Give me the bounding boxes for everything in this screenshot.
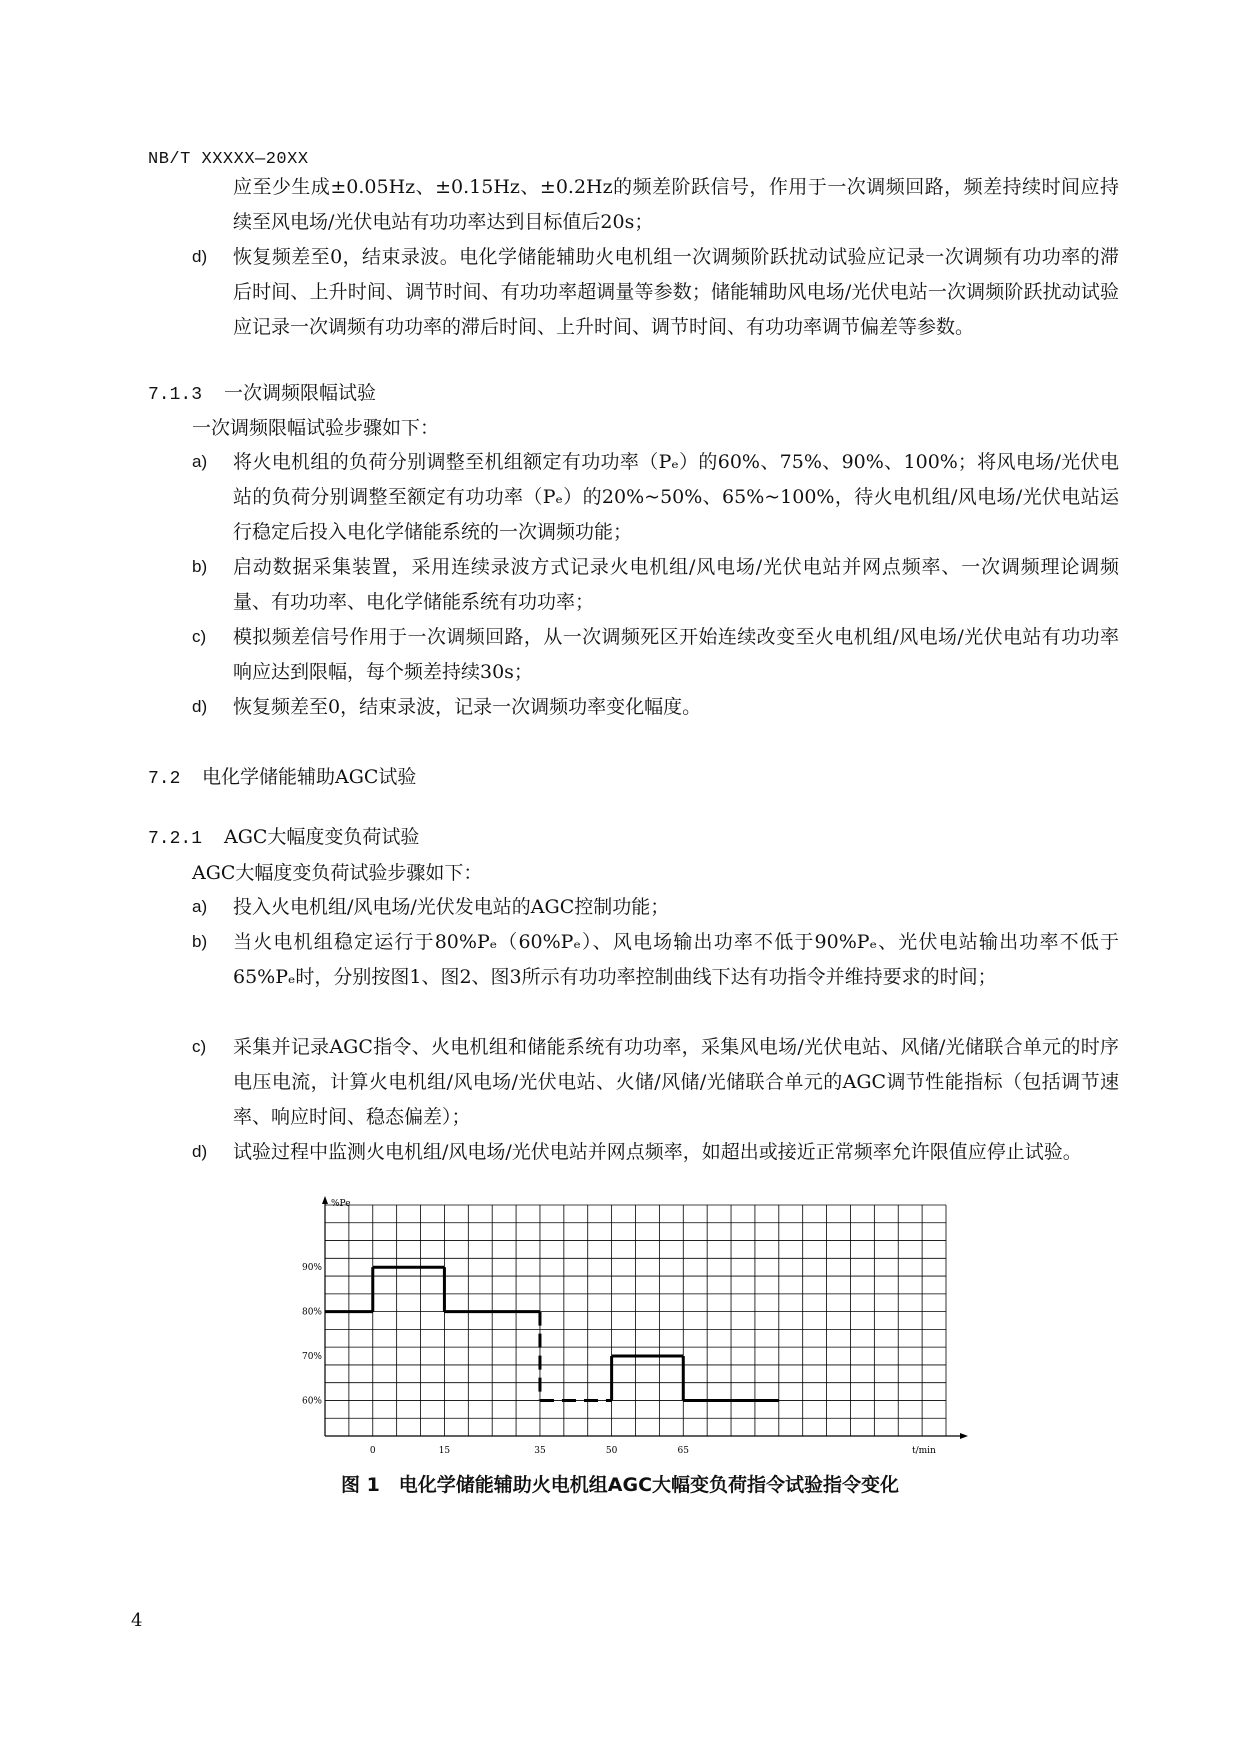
y-axis-arrow-icon bbox=[322, 1196, 328, 1204]
section-intro: AGC大幅度变负荷试验步骤如下： bbox=[192, 862, 483, 884]
list-item-label: a) bbox=[192, 897, 208, 916]
section-title: 电化学储能辅助AGC试验 bbox=[202, 766, 417, 788]
list-item-label: a) bbox=[192, 452, 208, 471]
section-intro: 一次调频限幅试验步骤如下： bbox=[192, 417, 440, 439]
y-tick-label: 60% bbox=[301, 1396, 322, 1407]
x-axis-arrow-icon bbox=[960, 1433, 968, 1439]
list-item-label: d) bbox=[192, 697, 208, 716]
list-item-text: 当火电机组稳定运行于80%Pₑ（60%Pₑ）、风电场输出功率不低于90%Pₑ、光伏电站输出功率不低于65%Pₑ时，分别按图1、图2、图3所示有功功率控制曲线下达有功指令并维持要求的时间； bbox=[233, 931, 1119, 988]
y-tick-label: 90% bbox=[301, 1263, 322, 1274]
section-heading-7-2 bbox=[148, 762, 416, 789]
chart-grid bbox=[325, 1205, 946, 1436]
y-axis-label: %Pe bbox=[331, 1199, 351, 1209]
x-tick-label: 65 bbox=[677, 1446, 689, 1456]
list-item-label: b) bbox=[192, 932, 208, 951]
section-heading-7-2-1 bbox=[148, 822, 419, 849]
section-title: AGC大幅度变负荷试验 bbox=[224, 826, 420, 848]
section-number: 7.1.3 bbox=[148, 385, 203, 405]
x-tick-label: 0 bbox=[369, 1446, 376, 1456]
agc-command-chart bbox=[290, 1190, 990, 1480]
section-heading-7-1-3 bbox=[148, 378, 376, 405]
list-item-label: d) bbox=[192, 1142, 208, 1161]
list-item-label: c) bbox=[192, 1037, 207, 1056]
section-title: 一次调频限幅试验 bbox=[224, 382, 377, 404]
list-item-text: 恢复频差至0，结束录波，记录一次调频功率变化幅度。 bbox=[233, 696, 702, 718]
list-item-text: 试验过程中监测火电机组/风电场/光伏电站并网点频率，如超出或接近正常频率允许限值应停止试验。 bbox=[233, 1141, 1082, 1163]
figure-caption: 图 1 电化学储能辅助火电机组AGC大幅变负荷指令试验指令变化 bbox=[340, 1474, 900, 1496]
x-axis-label: t/min bbox=[912, 1446, 936, 1456]
x-tick-label: 50 bbox=[605, 1446, 618, 1456]
list-item-text: 将火电机组的负荷分别调整至机组额定有功功率（Pₑ）的60%、75%、90%、100%；将风电场/光伏电站的负荷分别调整至额定有功功率（Pₑ）的20%~50%、65%~100%，待火电机组/风电场/光伏电站运行稳定后投入电化学储能系统的一次调频功能； bbox=[233, 451, 1119, 543]
list-item-text: 采集并记录AGC指令、火电机组和储能系统有功功率，采集风电场/光伏电站、风储/光储联合单元的时序电压电流，计算火电机组/风电场/光伏电站、火储/风储/光储联合单元的AGC调节性能指标（包括调节速率、响应时间、稳态偏差）； bbox=[233, 1036, 1119, 1128]
chart-axes bbox=[322, 1196, 968, 1456]
chart-series bbox=[325, 1267, 779, 1400]
list-item-text: 恢复频差至0，结束录波。电化学储能辅助火电机组一次调频阶跃扰动试验应记录一次调频有功功率的滞后时间、上升时间、调节时间、有功功率超调量等参数；储能辅助风电场/光伏电站一次调频阶跃扰动试验应记录一次调频有功功率的滞后时间、上升时间、调节时间、有功功率调节偏差等参数。 bbox=[233, 246, 1119, 338]
list-item-text: 模拟频差信号作用于一次调频回路，从一次调频死区开始连续改变至火电机组/风电场/光伏电站有功功率响应达到限幅，每个频差持续30s； bbox=[233, 626, 1119, 683]
y-tick-label: 80% bbox=[301, 1307, 322, 1318]
list-item-text: 启动数据采集装置，采用连续录波方式记录火电机组/风电场/光伏电站并网点频率、一次调频理论调频量、有功功率、电化学储能系统有功功率； bbox=[233, 556, 1119, 613]
x-tick-label: 15 bbox=[438, 1446, 451, 1456]
y-tick-label: 70% bbox=[301, 1352, 322, 1363]
standard-number: NB/T XXXXX—20XX bbox=[148, 150, 309, 169]
chart-ticks bbox=[302, 1263, 689, 1456]
section-number: 7.2 bbox=[148, 769, 181, 789]
section-number: 7.2.1 bbox=[148, 829, 203, 849]
list-item-label: b) bbox=[192, 557, 208, 576]
list-item-text: 投入火电机组/风电场/光伏发电站的AGC控制功能； bbox=[233, 896, 670, 918]
page-number: 4 bbox=[131, 1610, 143, 1631]
continuation-paragraph: 应至少生成±0.05Hz、±0.15Hz、±0.2Hz的频差阶跃信号，作用于一次调频回路，频差持续时间应持续至风电场/光伏电站有功功率达到目标值后20s； bbox=[233, 176, 1119, 233]
x-tick-label: 35 bbox=[534, 1446, 546, 1456]
list-item-label: d) bbox=[192, 247, 208, 266]
list-item-label: c) bbox=[192, 627, 207, 646]
